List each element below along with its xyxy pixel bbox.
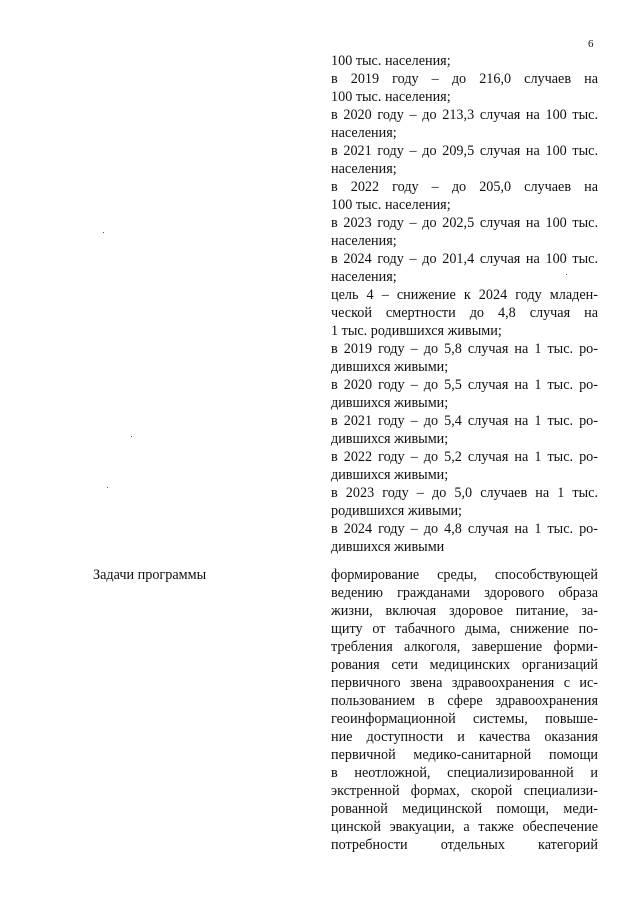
text-line: населения; — [331, 233, 397, 249]
scan-speck — [566, 274, 567, 275]
text-line: 100 тыс. населения; — [331, 53, 451, 69]
text-line: в 2022 году – до 205,0 случаев на — [331, 179, 598, 195]
text-line: 1 тыс. родившихся живыми; — [331, 323, 502, 339]
text-line: в неотложной, специализированной и — [331, 765, 598, 781]
goals-text-block — [331, 52, 598, 556]
text-line: дившихся живыми; — [331, 359, 449, 375]
text-line: в 2020 году – до 5,5 случая на 1 тыс. ро- — [331, 377, 598, 393]
text-line: геоинформационной системы, повыше- — [331, 711, 598, 727]
text-line: в 2024 году – до 4,8 случая на 1 тыс. ро- — [331, 521, 598, 537]
text-line: дившихся живыми; — [331, 395, 449, 411]
text-line: экстренной формах, скорой специализи- — [331, 783, 598, 799]
text-line: в 2023 году – до 5,0 случаев на 1 тыс. — [331, 485, 598, 501]
text-line: цель 4 – снижение к 2024 году младен- — [331, 287, 598, 303]
text-line: требления алкоголя, завершение форми- — [331, 639, 598, 655]
text-line: дившихся живыми; — [331, 467, 449, 483]
scan-speck — [103, 232, 104, 233]
text-line: населения; — [331, 125, 397, 141]
text-line: жизни, включая здоровое питание, за- — [331, 603, 598, 619]
scan-speck — [107, 487, 108, 488]
tasks-label: Задачи программы — [93, 567, 207, 583]
text-line: родившихся живыми; — [331, 503, 462, 519]
text-line: первичного звена здравоохранения с ис- — [331, 675, 598, 691]
text-line: цинской эвакуации, а также обеспечение — [331, 819, 598, 835]
text-line: рования сети медицинских организаций — [331, 657, 598, 673]
text-line: населения; — [331, 161, 397, 177]
text-line: в 2022 году – до 5,2 случая на 1 тыс. ро- — [331, 449, 598, 465]
tasks-text-block — [331, 566, 598, 854]
text-line: первичной медико-санитарной помощи — [331, 747, 598, 763]
text-line: в 2021 году – до 5,4 случая на 1 тыс. ро- — [331, 413, 598, 429]
text-line: дившихся живыми — [331, 539, 445, 555]
text-line: ние доступности и качества оказания — [331, 729, 598, 745]
text-line: в 2019 году – до 5,8 случая на 1 тыс. ро- — [331, 341, 598, 357]
text-line: в 2024 году – до 201,4 случая на 100 тыс. — [331, 251, 598, 267]
text-line: 100 тыс. населения; — [331, 89, 451, 105]
text-line: формирование среды, способствующей — [331, 567, 598, 583]
page-number: 6 — [588, 38, 594, 50]
text-line: населения; — [331, 269, 397, 285]
text-line: 100 тыс. населения; — [331, 197, 451, 213]
text-line: потребности отдельных категорий — [331, 837, 598, 853]
text-line: щиту от табачного дыма, снижение по- — [331, 621, 598, 637]
text-line: ведению гражданами здорового образа — [331, 585, 598, 601]
text-line: в 2020 году – до 213,3 случая на 100 тыс. — [331, 107, 598, 123]
text-line: пользованием в сфере здравоохранения — [331, 693, 598, 709]
text-line: ческой смертности до 4,8 случая на — [331, 305, 598, 321]
text-line: рованной медицинской помощи, меди- — [331, 801, 598, 817]
text-line: в 2023 году – до 202,5 случая на 100 тыс. — [331, 215, 598, 231]
text-line: дившихся живыми; — [331, 431, 449, 447]
text-line: в 2019 году – до 216,0 случаев на — [331, 71, 598, 87]
scan-speck — [131, 436, 132, 437]
text-line: в 2021 году – до 209,5 случая на 100 тыс. — [331, 143, 598, 159]
